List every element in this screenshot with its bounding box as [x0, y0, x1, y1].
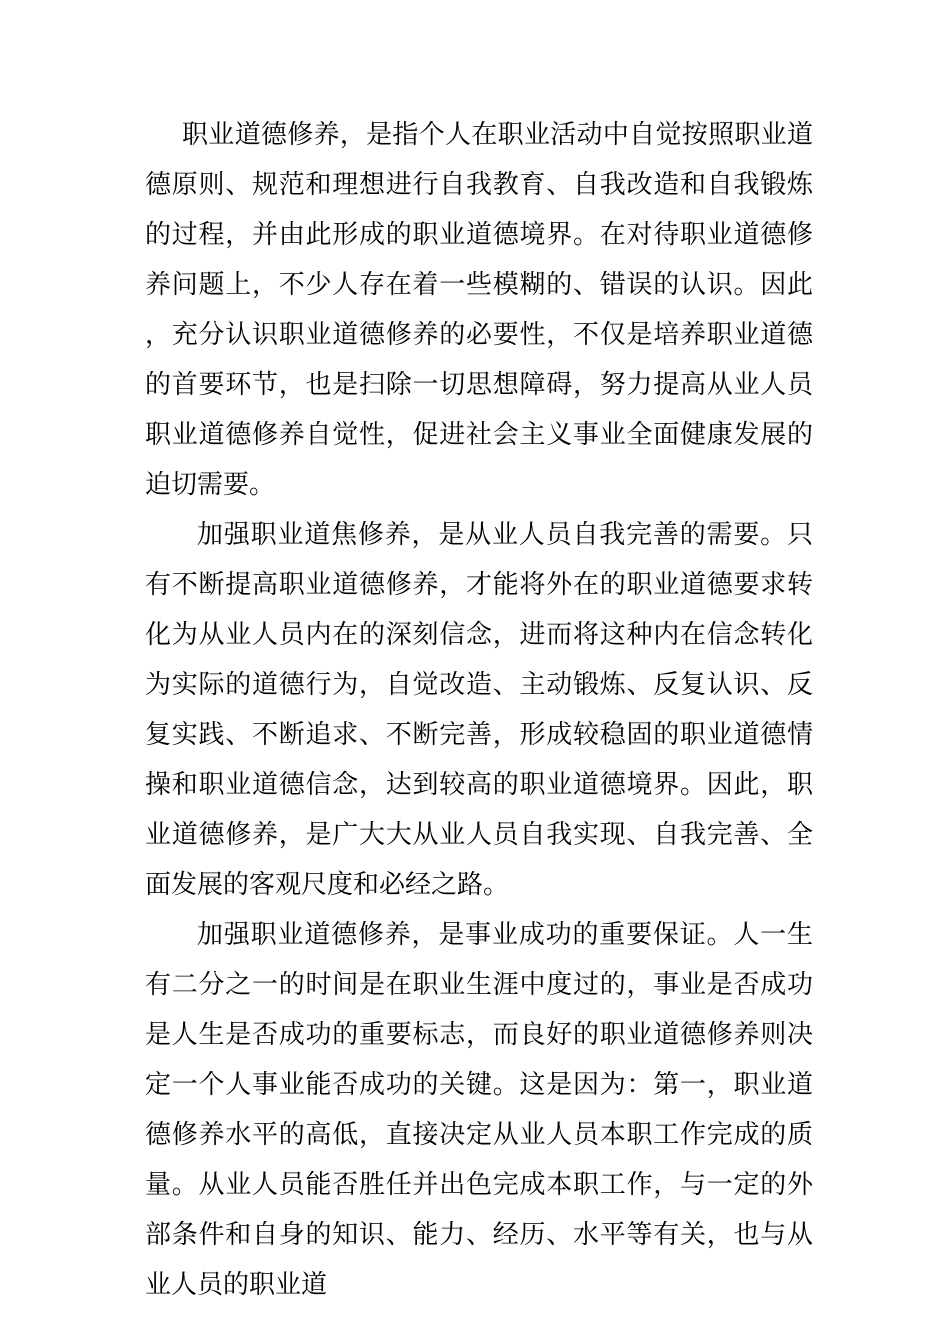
- paragraph-2: 加强职业道焦修养，是从业人员自我完善的需要。只有不断提高职业道德修养，才能将外在的职业道德要求转化为从业人员内在的深刻信念，进而将这种内在信念转化为实际的道德行为，自觉改造、主动锻炼、反复认识、反复实践、不断追求、不断完善，形成较稳固的职业道德情操和职业道德信念，达到较高的职业道德境界。因此，职业道德修养，是广大大从业人员自我实现、自我完善、全面发展的客观尺度和必经之路。: [145, 520, 813, 900]
- paragraph-3: 加强职业道德修养，是事业成功的重要保证。人一生有二分之一的时间是在职业生涯中度过的，事业是否成功是人生是否成功的重要标志，而良好的职业道德修养则决定一个人事业能否成功的关键。这是因为：第一，职业道德修养水平的高低，直接决定从业人员本职工作完成的质量。从业人员能否胜任并出色完成本职工作，与一定的外部条件和自身的知识、能力、经历、水平等有关，也与从业人员的职业道: [145, 920, 813, 1300]
- paragraph-1: 职业道德修养，是指个人在职业活动中自觉按照职业道德原则、规范和理想进行自我教育、自我改造和自我锻炼的过程，并由此形成的职业道德境界。在对待职业道德修养问题上，不少人存在着一些模糊的、错误的认识。因此，充分认识职业道德修养的必要性，不仅是培养职业道德的首要环节，也是扫除一切思想障碍，努力提高从业人员职业道德修养自觉性，促进社会主义事业全面健康发展的迫切需要。: [145, 120, 813, 500]
- document-body: [145, 110, 813, 1310]
